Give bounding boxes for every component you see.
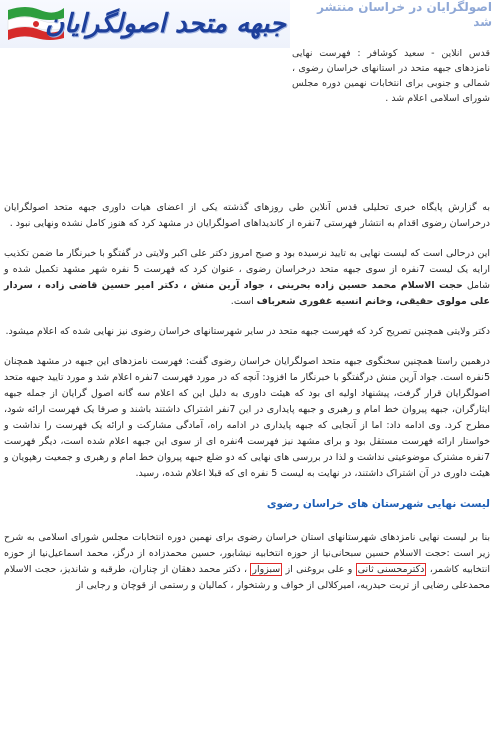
- paragraph-5: [4, 530, 490, 594]
- paragraph-5-c: ، دکتر محمد دهقان از چناران، طرقبه و شاندیز، حجت الاسلام محمدعلی رضایی از تربت حیدریه، امیرکلالی از خواف و رشتخوار ، کمالیان و رستمی از قوچان و رجایی از: [4, 564, 490, 591]
- section-title: لیست نهایی شهرستان های خراسان رضوی: [266, 498, 490, 510]
- banner-title: جبهه متحد اصولگرایان: [45, 9, 286, 39]
- article-body: [4, 200, 490, 608]
- paragraph-3: دکتر ولایتی همچنین تصریح کرد که فهرست جبهه متحد در سایر شهرستانهای خراسان رضوی نیز نهایی شده که اعلام میشود.: [5, 326, 490, 337]
- paragraph-5-b: و علی بروغنی از: [285, 564, 353, 575]
- candidate-names: حجت الاسلام محمد حسین زاده بحرینی ، جواد آرین منش ، دکتر امیر حسین قاضی زاده ، سردار علی مولوی حقیقی، وخانم انسیه غفوری شعرباف: [4, 280, 490, 307]
- article-headline[interactable]: اصولگرایان در خراسان منتشر شد: [317, 0, 492, 29]
- highlight-sabzevar: سبزوار: [252, 564, 281, 575]
- paragraph-1: به گزارش پایگاه خبری تحلیلی قدس آنلاین طی روزهای گذشته یکی از اعضای هیات داوری جبهه متحد اصولگرایان درخراسان رضوی اقدام به انتشار فهرستی 7نفره از کاندیداهای اصولگرایان در مشهد کرد که هنوز کامل نشده ونهایی نبود .: [4, 202, 490, 229]
- header-banner: [0, 0, 290, 48]
- paragraph-2-end: است.: [230, 296, 254, 307]
- paragraph-4: درهمین راستا همچنین سخنگوی جبهه متحد اصولگرایان خراسان رضوی گفت: فهرست نامزدهای این جبهه در مشهد همچنان 5نفره است. جواد آرین منش درگفتگو با خبرنگار ما افزود: آنچه که در مورد فهرست 7نفره اعلام شد و مورد تایید جبهه متحد اصولگرایان قرار گرفت، پیشنهاد اولیه ای بود که هیئت داوری به دلیل این که اعلام سه گانه اصول گرایان از جمله جبهه ایثارگران، جبهه پیروان خط امام و رهبری و جبهه پایداری در این 7نفر اشتراک داشتند باشند و صرفا یک فهرست ارائه شود، مطرح کرد. وی ادامه داد: اما از آنجایی که جبهه پایداری در ادامه راه، آمادگی مشارکت و ارائه یک فهرست را نداشت و خواستار ارائه فهرست مستقل بود و برای مشهد نیز فهرست 4نفره ای از سوی این جبهه اعلام شده است، دیگر فهرست 7نفره مشترک موضوعیتی نداشت و لذا در بررسی های نهایی که دو ضلع جبهه پیروان خط امام و رهبری و جمعیت رهپویان و هیئت داوری در آن اشتراک داشتند، در نهایت به لیست 5 نفره ای که قبلا اعلام شده، رسید.: [4, 356, 490, 479]
- paragraph-2-intro: این درحالی است که لیست نهایی به تایید نرسیده بود و صبح امروز دکتر علی اکبر ولایتی در گفتگو با خبرنگار ما ضمن تکذیب ارایه یک لیست 7نفره از سوی جبهه متحد درخراسان رضوی ، عنوان کرد که فهرست 5 نفره شهر مشهد تکمیل شده و شامل: [4, 248, 491, 291]
- article-lead: قدس انلاین - سعید کوشافر : فهرست نهایی نامزدهای جبهه متحد در استانهای خراسان رضوی ، شمالی و جنوبی برای انتخابات نهمین دوره مجلس شورای اسلامی اعلام شد .: [292, 48, 490, 104]
- paragraph-2: [4, 246, 490, 310]
- highlight-mohseni-sani: دکترمحسنی ثانی: [357, 564, 425, 575]
- paragraph-5-a: بنا بر لیست نهایی نامزدهای شهرستانهای استان خراسان رضوی برای نهمین دوره انتخابات مجلس شورای اسلامی به شرح زیر است :حجت الاسلام حسین سبحانی‌نیا از حوزه انتخابیه نیشابور، حسین محمدزاده از درگز، محمد اسماعیل‌نیا از حوزه انتخابیه کاشمر،: [4, 532, 491, 575]
